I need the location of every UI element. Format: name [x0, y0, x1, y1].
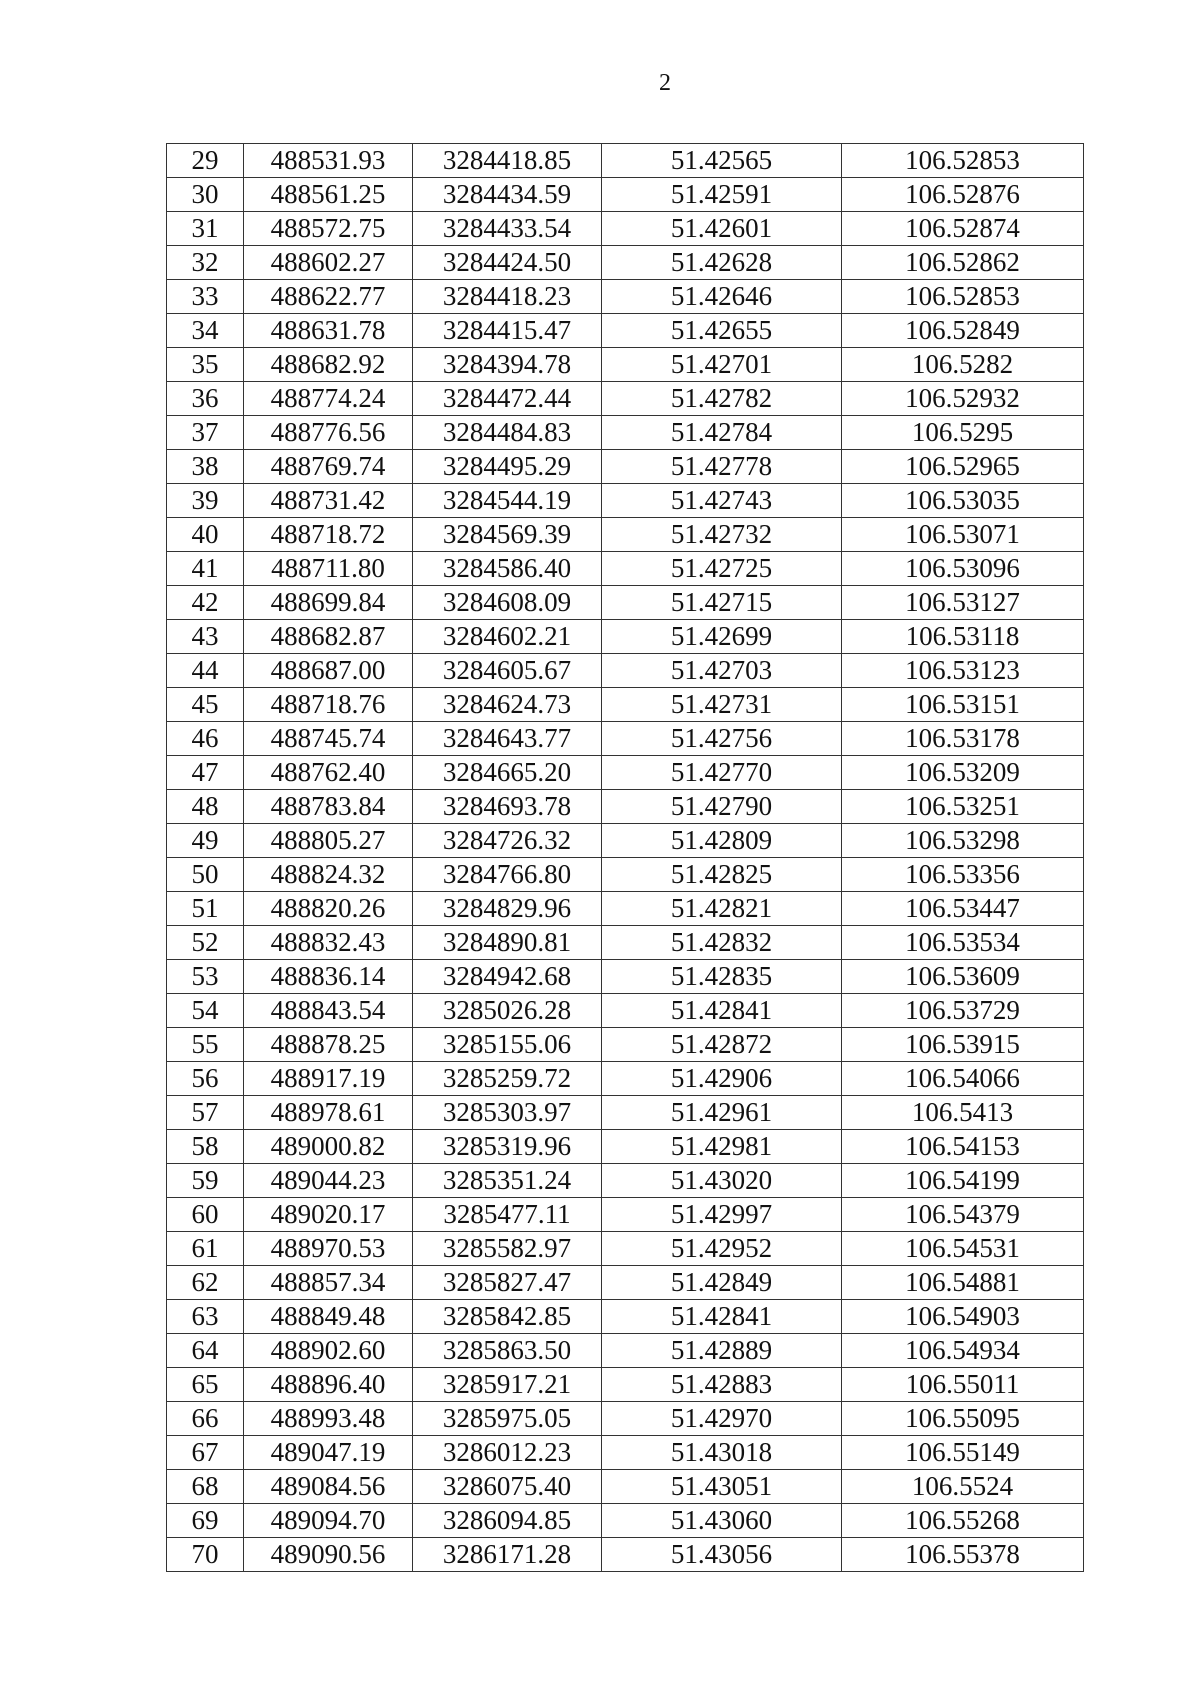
y-coordinate-cell: 3284890.81 [413, 926, 602, 960]
longitude-cell: 106.5524 [842, 1470, 1084, 1504]
longitude-cell: 106.53123 [842, 654, 1084, 688]
y-coordinate-cell: 3285351.24 [413, 1164, 602, 1198]
y-coordinate-cell: 3284472.44 [413, 382, 602, 416]
x-coordinate-cell: 488718.76 [244, 688, 413, 722]
y-coordinate-cell: 3285155.06 [413, 1028, 602, 1062]
x-coordinate-cell: 488832.43 [244, 926, 413, 960]
longitude-cell: 106.52849 [842, 314, 1084, 348]
point-number-cell: 53 [167, 960, 244, 994]
y-coordinate-cell: 3284693.78 [413, 790, 602, 824]
latitude-cell: 51.42778 [602, 450, 842, 484]
point-number-cell: 54 [167, 994, 244, 1028]
x-coordinate-cell: 488820.26 [244, 892, 413, 926]
x-coordinate-cell: 488682.87 [244, 620, 413, 654]
y-coordinate-cell: 3285026.28 [413, 994, 602, 1028]
point-number-cell: 57 [167, 1096, 244, 1130]
y-coordinate-cell: 3284602.21 [413, 620, 602, 654]
x-coordinate-cell: 488917.19 [244, 1062, 413, 1096]
table-row [167, 314, 1084, 348]
longitude-cell: 106.53071 [842, 518, 1084, 552]
latitude-cell: 51.42715 [602, 586, 842, 620]
longitude-cell: 106.55095 [842, 1402, 1084, 1436]
longitude-cell: 106.53127 [842, 586, 1084, 620]
point-number-cell: 41 [167, 552, 244, 586]
longitude-cell: 106.53915 [842, 1028, 1084, 1062]
latitude-cell: 51.42997 [602, 1198, 842, 1232]
table-row [167, 790, 1084, 824]
table-row [167, 348, 1084, 382]
y-coordinate-cell: 3285303.97 [413, 1096, 602, 1130]
longitude-cell: 106.55011 [842, 1368, 1084, 1402]
point-number-cell: 50 [167, 858, 244, 892]
y-coordinate-cell: 3284726.32 [413, 824, 602, 858]
x-coordinate-cell: 488878.25 [244, 1028, 413, 1062]
latitude-cell: 51.42703 [602, 654, 842, 688]
table-row [167, 1504, 1084, 1538]
table-row [167, 892, 1084, 926]
table-row [167, 484, 1084, 518]
table-row [167, 654, 1084, 688]
table-row [167, 382, 1084, 416]
x-coordinate-cell: 488602.27 [244, 246, 413, 280]
longitude-cell: 106.53298 [842, 824, 1084, 858]
coordinates-table [166, 143, 1084, 1572]
x-coordinate-cell: 488896.40 [244, 1368, 413, 1402]
longitude-cell: 106.54066 [842, 1062, 1084, 1096]
x-coordinate-cell: 489084.56 [244, 1470, 413, 1504]
y-coordinate-cell: 3285259.72 [413, 1062, 602, 1096]
point-number-cell: 42 [167, 586, 244, 620]
longitude-cell: 106.5295 [842, 416, 1084, 450]
point-number-cell: 29 [167, 144, 244, 178]
longitude-cell: 106.52853 [842, 144, 1084, 178]
longitude-cell: 106.55149 [842, 1436, 1084, 1470]
x-coordinate-cell: 488902.60 [244, 1334, 413, 1368]
longitude-cell: 106.54903 [842, 1300, 1084, 1334]
latitude-cell: 51.42970 [602, 1402, 842, 1436]
y-coordinate-cell: 3284942.68 [413, 960, 602, 994]
point-number-cell: 67 [167, 1436, 244, 1470]
point-number-cell: 47 [167, 756, 244, 790]
point-number-cell: 33 [167, 280, 244, 314]
x-coordinate-cell: 489047.19 [244, 1436, 413, 1470]
point-number-cell: 43 [167, 620, 244, 654]
table-row [167, 450, 1084, 484]
latitude-cell: 51.42809 [602, 824, 842, 858]
x-coordinate-cell: 488993.48 [244, 1402, 413, 1436]
table-row [167, 1028, 1084, 1062]
x-coordinate-cell: 488631.78 [244, 314, 413, 348]
table-row [167, 1334, 1084, 1368]
table-row [167, 756, 1084, 790]
latitude-cell: 51.42841 [602, 1300, 842, 1334]
table-row [167, 518, 1084, 552]
y-coordinate-cell: 3284829.96 [413, 892, 602, 926]
point-number-cell: 66 [167, 1402, 244, 1436]
point-number-cell: 61 [167, 1232, 244, 1266]
table-row [167, 824, 1084, 858]
latitude-cell: 51.43060 [602, 1504, 842, 1538]
longitude-cell: 106.54881 [842, 1266, 1084, 1300]
point-number-cell: 52 [167, 926, 244, 960]
latitude-cell: 51.42725 [602, 552, 842, 586]
x-coordinate-cell: 488774.24 [244, 382, 413, 416]
point-number-cell: 70 [167, 1538, 244, 1572]
latitude-cell: 51.42906 [602, 1062, 842, 1096]
table-row [167, 1198, 1084, 1232]
table-row [167, 1062, 1084, 1096]
table-row [167, 1096, 1084, 1130]
longitude-cell: 106.53609 [842, 960, 1084, 994]
longitude-cell: 106.52932 [842, 382, 1084, 416]
point-number-cell: 36 [167, 382, 244, 416]
point-number-cell: 60 [167, 1198, 244, 1232]
x-coordinate-cell: 488843.54 [244, 994, 413, 1028]
longitude-cell: 106.53118 [842, 620, 1084, 654]
point-number-cell: 59 [167, 1164, 244, 1198]
longitude-cell: 106.54379 [842, 1198, 1084, 1232]
longitude-cell: 106.54934 [842, 1334, 1084, 1368]
x-coordinate-cell: 488572.75 [244, 212, 413, 246]
point-number-cell: 65 [167, 1368, 244, 1402]
table-row [167, 552, 1084, 586]
longitude-cell: 106.53534 [842, 926, 1084, 960]
longitude-cell: 106.52965 [842, 450, 1084, 484]
point-number-cell: 35 [167, 348, 244, 382]
longitude-cell: 106.53151 [842, 688, 1084, 722]
point-number-cell: 40 [167, 518, 244, 552]
longitude-cell: 106.53356 [842, 858, 1084, 892]
y-coordinate-cell: 3284665.20 [413, 756, 602, 790]
latitude-cell: 51.42701 [602, 348, 842, 382]
longitude-cell: 106.54153 [842, 1130, 1084, 1164]
table-row [167, 620, 1084, 654]
x-coordinate-cell: 489044.23 [244, 1164, 413, 1198]
point-number-cell: 32 [167, 246, 244, 280]
point-number-cell: 45 [167, 688, 244, 722]
y-coordinate-cell: 3284418.23 [413, 280, 602, 314]
table-row [167, 1300, 1084, 1334]
table-row [167, 416, 1084, 450]
table-row [167, 1470, 1084, 1504]
x-coordinate-cell: 488745.74 [244, 722, 413, 756]
point-number-cell: 30 [167, 178, 244, 212]
x-coordinate-cell: 488805.27 [244, 824, 413, 858]
latitude-cell: 51.42756 [602, 722, 842, 756]
point-number-cell: 63 [167, 1300, 244, 1334]
x-coordinate-cell: 488769.74 [244, 450, 413, 484]
x-coordinate-cell: 488762.40 [244, 756, 413, 790]
y-coordinate-cell: 3284624.73 [413, 688, 602, 722]
latitude-cell: 51.42646 [602, 280, 842, 314]
latitude-cell: 51.42883 [602, 1368, 842, 1402]
table-row [167, 926, 1084, 960]
y-coordinate-cell: 3284418.85 [413, 144, 602, 178]
y-coordinate-cell: 3285863.50 [413, 1334, 602, 1368]
table-row [167, 1538, 1084, 1572]
longitude-cell: 106.53251 [842, 790, 1084, 824]
x-coordinate-cell: 489090.56 [244, 1538, 413, 1572]
latitude-cell: 51.42952 [602, 1232, 842, 1266]
point-number-cell: 31 [167, 212, 244, 246]
longitude-cell: 106.53096 [842, 552, 1084, 586]
point-number-cell: 58 [167, 1130, 244, 1164]
latitude-cell: 51.42743 [602, 484, 842, 518]
x-coordinate-cell: 488857.34 [244, 1266, 413, 1300]
point-number-cell: 39 [167, 484, 244, 518]
y-coordinate-cell: 3286012.23 [413, 1436, 602, 1470]
longitude-cell: 106.53209 [842, 756, 1084, 790]
point-number-cell: 48 [167, 790, 244, 824]
point-number-cell: 68 [167, 1470, 244, 1504]
table-row [167, 960, 1084, 994]
longitude-cell: 106.5413 [842, 1096, 1084, 1130]
latitude-cell: 51.43020 [602, 1164, 842, 1198]
latitude-cell: 51.42655 [602, 314, 842, 348]
longitude-cell: 106.52874 [842, 212, 1084, 246]
latitude-cell: 51.42699 [602, 620, 842, 654]
table-row [167, 280, 1084, 314]
x-coordinate-cell: 488836.14 [244, 960, 413, 994]
longitude-cell: 106.53178 [842, 722, 1084, 756]
latitude-cell: 51.42790 [602, 790, 842, 824]
table-row [167, 586, 1084, 620]
table-row [167, 178, 1084, 212]
latitude-cell: 51.43051 [602, 1470, 842, 1504]
table-row [167, 1436, 1084, 1470]
longitude-cell: 106.55378 [842, 1538, 1084, 1572]
latitude-cell: 51.42832 [602, 926, 842, 960]
x-coordinate-cell: 488970.53 [244, 1232, 413, 1266]
latitude-cell: 51.42591 [602, 178, 842, 212]
y-coordinate-cell: 3284484.83 [413, 416, 602, 450]
x-coordinate-cell: 488622.77 [244, 280, 413, 314]
point-number-cell: 46 [167, 722, 244, 756]
x-coordinate-cell: 488783.84 [244, 790, 413, 824]
x-coordinate-cell: 489020.17 [244, 1198, 413, 1232]
x-coordinate-cell: 488682.92 [244, 348, 413, 382]
table-row [167, 1402, 1084, 1436]
latitude-cell: 51.43018 [602, 1436, 842, 1470]
latitude-cell: 51.42889 [602, 1334, 842, 1368]
latitude-cell: 51.42628 [602, 246, 842, 280]
point-number-cell: 44 [167, 654, 244, 688]
latitude-cell: 51.42784 [602, 416, 842, 450]
longitude-cell: 106.52862 [842, 246, 1084, 280]
latitude-cell: 51.42981 [602, 1130, 842, 1164]
point-number-cell: 49 [167, 824, 244, 858]
longitude-cell: 106.52853 [842, 280, 1084, 314]
latitude-cell: 51.42732 [602, 518, 842, 552]
latitude-cell: 51.43056 [602, 1538, 842, 1572]
y-coordinate-cell: 3284586.40 [413, 552, 602, 586]
x-coordinate-cell: 488687.00 [244, 654, 413, 688]
y-coordinate-cell: 3285917.21 [413, 1368, 602, 1402]
y-coordinate-cell: 3286094.85 [413, 1504, 602, 1538]
longitude-cell: 106.54199 [842, 1164, 1084, 1198]
latitude-cell: 51.42601 [602, 212, 842, 246]
point-number-cell: 38 [167, 450, 244, 484]
y-coordinate-cell: 3284608.09 [413, 586, 602, 620]
latitude-cell: 51.42821 [602, 892, 842, 926]
x-coordinate-cell: 488711.80 [244, 552, 413, 586]
y-coordinate-cell: 3284495.29 [413, 450, 602, 484]
point-number-cell: 37 [167, 416, 244, 450]
x-coordinate-cell: 489000.82 [244, 1130, 413, 1164]
longitude-cell: 106.55268 [842, 1504, 1084, 1538]
point-number-cell: 34 [167, 314, 244, 348]
point-number-cell: 56 [167, 1062, 244, 1096]
point-number-cell: 64 [167, 1334, 244, 1368]
table-row [167, 858, 1084, 892]
page-number: 2 [659, 70, 671, 96]
table-row [167, 722, 1084, 756]
latitude-cell: 51.42782 [602, 382, 842, 416]
y-coordinate-cell: 3284433.54 [413, 212, 602, 246]
longitude-cell: 106.53447 [842, 892, 1084, 926]
table-row [167, 1368, 1084, 1402]
table-row [167, 246, 1084, 280]
y-coordinate-cell: 3284569.39 [413, 518, 602, 552]
longitude-cell: 106.52876 [842, 178, 1084, 212]
latitude-cell: 51.42841 [602, 994, 842, 1028]
y-coordinate-cell: 3284415.47 [413, 314, 602, 348]
y-coordinate-cell: 3284424.50 [413, 246, 602, 280]
longitude-cell: 106.5282 [842, 348, 1084, 382]
x-coordinate-cell: 488731.42 [244, 484, 413, 518]
point-number-cell: 51 [167, 892, 244, 926]
point-number-cell: 55 [167, 1028, 244, 1062]
x-coordinate-cell: 488978.61 [244, 1096, 413, 1130]
y-coordinate-cell: 3285582.97 [413, 1232, 602, 1266]
y-coordinate-cell: 3285319.96 [413, 1130, 602, 1164]
longitude-cell: 106.53035 [842, 484, 1084, 518]
y-coordinate-cell: 3284766.80 [413, 858, 602, 892]
table-row [167, 1232, 1084, 1266]
x-coordinate-cell: 488699.84 [244, 586, 413, 620]
latitude-cell: 51.42825 [602, 858, 842, 892]
table-row [167, 1266, 1084, 1300]
point-number-cell: 62 [167, 1266, 244, 1300]
y-coordinate-cell: 3284605.67 [413, 654, 602, 688]
table-row [167, 994, 1084, 1028]
x-coordinate-cell: 488849.48 [244, 1300, 413, 1334]
latitude-cell: 51.42961 [602, 1096, 842, 1130]
y-coordinate-cell: 3284643.77 [413, 722, 602, 756]
y-coordinate-cell: 3285827.47 [413, 1266, 602, 1300]
coordinates-table-body [167, 144, 1084, 1572]
y-coordinate-cell: 3285477.11 [413, 1198, 602, 1232]
latitude-cell: 51.42770 [602, 756, 842, 790]
latitude-cell: 51.42731 [602, 688, 842, 722]
table-row [167, 1130, 1084, 1164]
longitude-cell: 106.53729 [842, 994, 1084, 1028]
y-coordinate-cell: 3285842.85 [413, 1300, 602, 1334]
x-coordinate-cell: 488824.32 [244, 858, 413, 892]
table-row [167, 144, 1084, 178]
x-coordinate-cell: 488531.93 [244, 144, 413, 178]
longitude-cell: 106.54531 [842, 1232, 1084, 1266]
y-coordinate-cell: 3284434.59 [413, 178, 602, 212]
y-coordinate-cell: 3284544.19 [413, 484, 602, 518]
y-coordinate-cell: 3286075.40 [413, 1470, 602, 1504]
y-coordinate-cell: 3286171.28 [413, 1538, 602, 1572]
x-coordinate-cell: 488561.25 [244, 178, 413, 212]
x-coordinate-cell: 489094.70 [244, 1504, 413, 1538]
latitude-cell: 51.42872 [602, 1028, 842, 1062]
x-coordinate-cell: 488718.72 [244, 518, 413, 552]
latitude-cell: 51.42835 [602, 960, 842, 994]
latitude-cell: 51.42849 [602, 1266, 842, 1300]
y-coordinate-cell: 3284394.78 [413, 348, 602, 382]
table-row [167, 212, 1084, 246]
point-number-cell: 69 [167, 1504, 244, 1538]
y-coordinate-cell: 3285975.05 [413, 1402, 602, 1436]
table-row [167, 688, 1084, 722]
x-coordinate-cell: 488776.56 [244, 416, 413, 450]
table-row [167, 1164, 1084, 1198]
latitude-cell: 51.42565 [602, 144, 842, 178]
